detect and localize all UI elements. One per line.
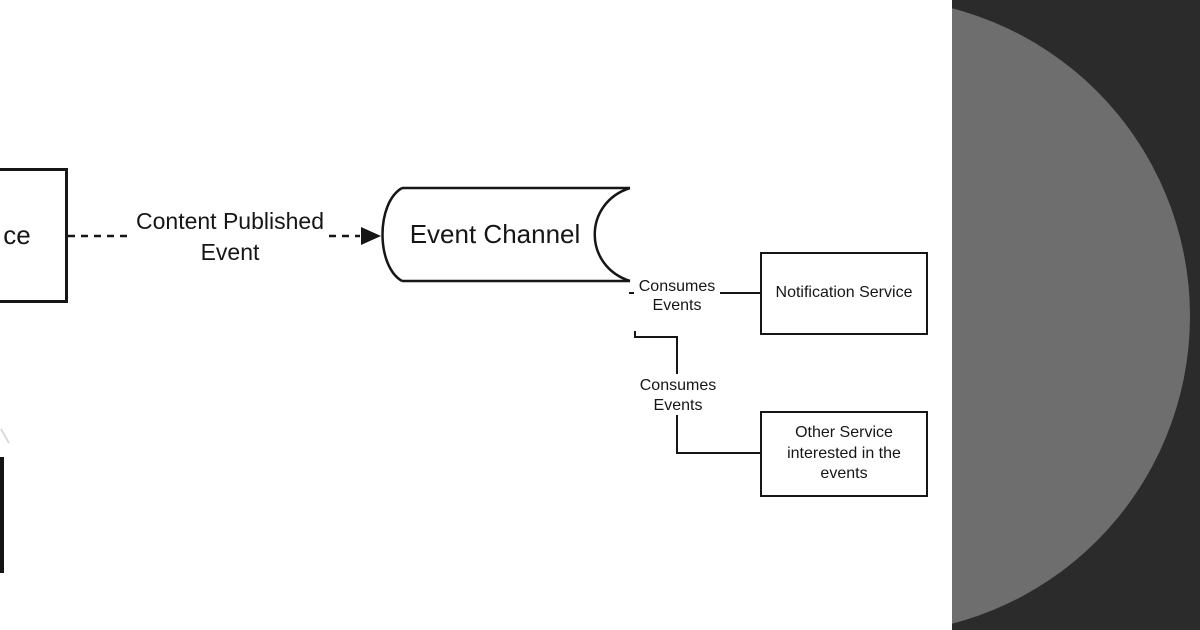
dark-side-panel bbox=[952, 0, 1200, 630]
publish-arrowhead bbox=[361, 227, 381, 245]
other-service-node bbox=[760, 411, 928, 497]
consumes-events-label-2 bbox=[635, 376, 721, 415]
publisher-service-node bbox=[0, 168, 68, 303]
publisher-service-label: ce bbox=[3, 220, 31, 250]
consumes-events-label-1-line1: Consumes bbox=[638, 278, 716, 295]
black-box-node bbox=[0, 457, 4, 573]
consumes-events-label-1 bbox=[634, 277, 720, 315]
notification-service-label: Notification Service bbox=[775, 284, 913, 302]
event-channel-node bbox=[397, 188, 593, 281]
consumes-events-label-2-line2: Events bbox=[653, 396, 703, 414]
event-channel-label: Event Channel bbox=[409, 219, 581, 249]
consumes-events-label-2-line1: Consumes bbox=[639, 377, 717, 394]
content-published-event-label bbox=[105, 206, 355, 268]
content-published-event-label-line1: Content Published bbox=[136, 208, 324, 234]
content-published-event-label-line2: Event bbox=[200, 239, 260, 265]
consumes-events-label-1-line2: Events bbox=[652, 297, 702, 314]
decorative-circle bbox=[952, 0, 1190, 630]
notification-service-node bbox=[760, 252, 928, 335]
faint-stray-mark bbox=[1, 429, 9, 443]
other-service-label: Other Service interested in the events bbox=[787, 424, 901, 483]
